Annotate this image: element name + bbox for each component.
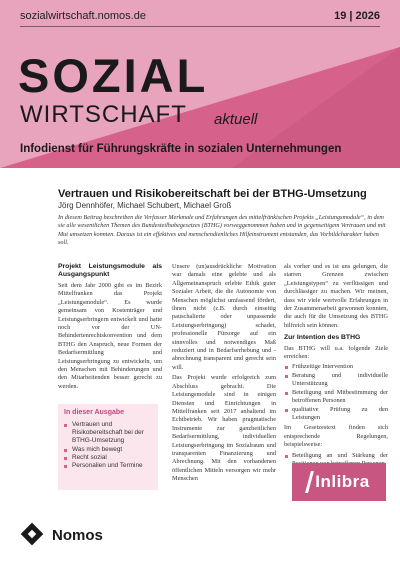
header-band <box>0 0 400 168</box>
nomos-logo-icon <box>20 522 44 546</box>
paragraph: als vorher und es ist uns gelungen, die starren Grenzen zwischen „Leistungstypen“ zu verflüssigen und durchlässiger zu machen. Wir meinen, dass wir viele wertvolle Erfahrungen in der Zusammenarbeit gewonnen konnten, die auch für die Umsetzung des BTHG hilfreich sein können. <box>284 263 388 329</box>
article-column-2 <box>172 263 276 483</box>
list-item[interactable]: Vertrauen und Risikobereitschaft bei der BTHG-Umsetzung <box>64 421 156 446</box>
site-url[interactable]: sozialwirtschaft.nomos.de <box>20 10 146 22</box>
paragraph: Seit dem Jahr 2000 gibt es im Bezirk Mittelfranken das Projekt „Leistungsmodule“. Es wurde gemeinsam von Kostenträger und Leistungserbringern entwickelt und hatte noch vor der UN-Behindertenrechtskonvention und dem BTHG den Anspruch, neue Formen der Bedarfsermittlung und Leistungserbringung zu entwickeln, um den Menschen mit Behinderungen und den Mitarbeitenden besser gerecht zu werden. <box>58 282 162 390</box>
goal-list <box>284 363 388 422</box>
list-item: Beratung und individuelle Unterstützung <box>284 372 388 389</box>
magazine-title-second: WIRTSCHAFT <box>20 101 187 128</box>
paragraph: Im Gesetzestext finden sich entsprechende Regelungen, beispielsweise: <box>284 424 388 449</box>
paragraph: Das Projekt wurde erfolgreich zum Abschluss gebracht. Die Leistungsmodule sind in einigen Diensten und Einrichtungen in Mittelfranken seit 2017 anhaltend im Echtbetrieb. Wir haben pragmatische Instrumente zur ganzheitlichen Bedarfsermittlung, individuellen Leistungserbringung im Sozialraum und transparenten Finanzierung und Abrechnung. Mit den vorhandenen öffentlichen Mitteln versorgen wir mehr Menschen <box>172 374 276 483</box>
header-divider <box>20 26 380 27</box>
issue-contents-list <box>64 421 156 470</box>
in-this-issue-box <box>58 404 158 490</box>
magazine-title-suffix: aktuell <box>214 111 258 128</box>
section-heading: Zur Intention des BTHG <box>284 334 361 342</box>
list-item: Beteiligung an und Stärkung der <box>284 452 388 469</box>
inlibra-logo[interactable] <box>292 463 386 501</box>
list-item: qualitative Prüfung zu den Leistungen <box>284 406 388 423</box>
list-item: Frühzeitige Intervention <box>284 363 388 371</box>
article-title: Vertrauen und Risikobereitschaft bei der BTHG-Umsetzung <box>58 188 367 200</box>
paragraph: Unsere (un)ausdrückliche Motivation war damals eine gelebte und als Allgemeinanspruch erlebte Ethik guter Sozialer Arbeit, die die Autonomie von Menschen möglichst umfassend fördert, ihnen nicht (z.B. durch einseitig pauschalierte oder unpassende Leistungserbringung) schadet, professionelle Fürsorge auf ein sinnvolles und notwendiges Maß reduziert und in Bedarfserhebung und -abrechnung transparent und gerecht sein will. <box>172 263 276 371</box>
article-column-1 <box>58 263 162 393</box>
article-authors: Jörg Dennhöfer, Michael Schubert, Michael Groß <box>58 201 232 210</box>
paragraph: Das BTHG will u.a. folgende Ziele erreichen: <box>284 344 388 361</box>
inlibra-logo-text: Inlibra <box>315 472 370 491</box>
magazine-subtitle: Infodienst für Führungskräfte in sozialen Unternehmungen <box>20 143 342 155</box>
box-heading: In dieser Ausgabe <box>64 409 125 416</box>
list-item[interactable]: Was mich bewegt <box>64 446 156 454</box>
magazine-title-main: SOZIAL <box>18 49 209 102</box>
issue-number: 19 | 2026 <box>334 10 380 22</box>
nomos-logo-text: Nomos <box>52 527 103 544</box>
list-item[interactable]: Recht sozial <box>64 454 156 462</box>
section-heading: Projekt Leistungsmodule als Ausgangspunkt <box>58 263 162 278</box>
article-intro: In diesem Beitrag beschreiben die Verfasser Merkmale und Erfahrungen des mittelfränkischen Projekts „Leistungsmodule“, in dem sie alle wesentlichen Themen des Bundesteilhabegesetzes (BTHG) vorweggenommen haben und in gegenseitigem Vertrauen und mit Mut umsetzen konnten. Daraus ist ein effektives und menschendienliches Hilfeinstrument entstanden, das Vorbildcharakter haben soll. <box>58 214 386 247</box>
inlibra-mark-icon <box>305 471 314 493</box>
list-item[interactable]: Personalien und Termine <box>64 462 156 470</box>
list-item: Beteiligung und Mitbestimmung der betroffenen Personen <box>284 389 388 406</box>
article-column-3 <box>284 263 388 459</box>
